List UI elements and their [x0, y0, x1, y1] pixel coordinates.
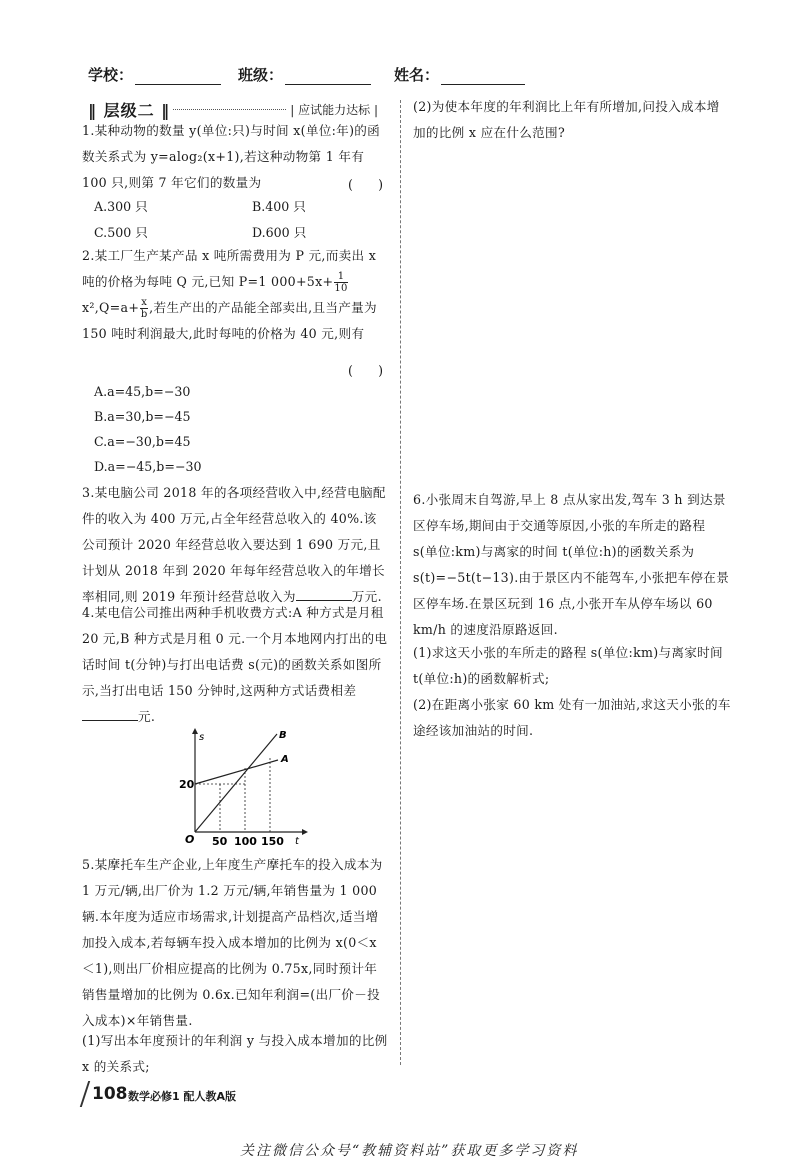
name-label: 姓名： — [394, 66, 440, 84]
q2-stem-a: 2.某工厂生产某产品 x 吨所需费用为 P 元,而卖出 x 吨的价格为每吨 Q 元,已知 P=1 000+5x+ — [82, 248, 377, 289]
section-band — [88, 98, 386, 120]
q6-stem: 6.小张周末自驾游,早上 8 点从家出发,驾车 3 h 到达景区停车场,期间由于交通等原因,小张的车所走的路程 s(单位:km)与离家的时间 t(单位:h)的函数关系为 s(t)=−5t(t−13).由于景区内不能驾车,小张把车停在景区停车场.在景区玩到 16 点,小张开车从停车场以 60 km/h 的速度沿原路返回. — [413, 492, 730, 637]
q3-stem-a: 3.某电脑公司 2018 年的各项经营收入中,经营电脑配件的收入为 400 万元,占全年经营总收入的 40%.该公司预计 2020 年经营总收入要达到 1 690 万元,且计划从 2018 年到 2020 年每年经营总收入的年增长率相同,则 2019 年预计经营总收入为 — [82, 485, 386, 604]
section-divider — [173, 109, 286, 110]
x-tick-100: 100 — [234, 835, 257, 848]
book-title: 数学必修1 配人教A版 — [128, 1090, 236, 1103]
line-a-label: A — [281, 754, 289, 765]
section-title: ‖ 层级二 ‖ — [88, 101, 171, 120]
q6-sub1: (1)求这天小张的车所走的路程 s(单位:km)与离家时间 t(单位:h)的函数解析式; — [413, 645, 723, 686]
q4-stem-b: 元. — [138, 709, 156, 724]
school-field — [88, 64, 221, 85]
name-field — [394, 64, 525, 85]
q2-stem-c: ,若生产出的产品能全部卖出,且当产量为 150 吨时利润最大,此时每吨的价格为 40 元,则有 — [82, 300, 377, 341]
line-b — [195, 734, 277, 832]
origin-label: O — [185, 833, 195, 846]
q4-answer-blank[interactable] — [82, 708, 138, 721]
q5-stem: 5.某摩托车生产企业,上年度生产摩托车的投入成本为 1 万元/辆,出厂价为 1.2 万元/辆,年销售量为 1 000辆.本年度为适应市场需求,计划提高产品档次,适当增加投入成本,若每辆车投入成本增加的比例为 x(0＜x＜1),则出厂价相应提高的比例为 0.75x,同时预计年销售量增加的比例为 0.6x.已知年利润=(出厂价－投入成本)×年销售量. — [82, 857, 383, 1028]
q4-stem — [82, 600, 388, 730]
y-axis-arrow — [192, 728, 198, 734]
q2-fraction-2-den: b — [140, 309, 148, 320]
q1-answer-paren: ( ) — [348, 177, 384, 192]
line-b-label: B — [279, 730, 287, 741]
column-divider — [400, 100, 401, 1065]
q2-option-d: D.a=−45,b=−30 — [94, 459, 202, 474]
q5-sub1: (1)写出本年度预计的年利润 y 与投入成本增加的比例 x 的关系式; — [82, 1033, 388, 1074]
school-label: 学校： — [88, 66, 134, 84]
x-axis-label: t — [295, 836, 299, 847]
q1-option-b: B.400 只 — [252, 199, 306, 214]
x-tick-150: 150 — [261, 835, 284, 848]
name-blank[interactable] — [441, 84, 525, 85]
q2-fraction-2-num: x — [141, 297, 148, 308]
q2-stem — [82, 243, 388, 347]
q1-stem: 1.某种动物的数量 y(单位:只)与时间 x(单位:年)的函数关系式为 y=alog₂(x+1),若这种动物第 1 年有 100 只,则第 7 年它们的数量为 — [82, 123, 381, 190]
page-number: 108 — [92, 1084, 128, 1104]
class-field — [238, 64, 371, 85]
q1-option-d: D.600 只 — [252, 225, 307, 240]
y-tick-20: 20 — [179, 778, 195, 791]
section-tag: | 应试能力达标 | — [290, 103, 378, 117]
billing-graph — [170, 726, 310, 848]
q2-fraction-2 — [140, 297, 148, 320]
class-blank[interactable] — [285, 84, 371, 85]
school-blank[interactable] — [135, 84, 221, 85]
q1-option-a: A.300 只 — [94, 199, 148, 214]
q2-fraction-1 — [334, 271, 347, 294]
q4-stem-a: 4.某电信公司推出两种手机收费方式:A 种方式是月租 20 元,B 种方式是月租 0 元.一个月本地网内打出的电话时间 t(分钟)与打出电话费 s(元)的函数关系如图所示,当打出电话 150 分钟时,这两种方式话费相差 — [82, 605, 388, 698]
q2-stem-b: x²,Q=a+ — [82, 300, 140, 315]
q6-sub2: (2)在距离小张家 60 km 处有一加油站,求这天小张的车途经该加油站的时间. — [413, 697, 731, 738]
q2-option-c: C.a=−30,b=45 — [94, 434, 191, 449]
q2-option-a: A.a=45,b=−30 — [94, 384, 191, 399]
q3-stem — [82, 480, 388, 610]
q1-option-c: C.500 只 — [94, 225, 148, 240]
y-axis-label: s — [199, 732, 205, 743]
x-axis-arrow — [302, 829, 308, 835]
q5-sub2: (2)为使本年度的年利润比上年有所增加,问投入成本增加的比例 x 应在什么范围? — [413, 99, 720, 140]
q2-fraction-1-den: 10 — [334, 283, 348, 294]
q3-stem-b: 万元. — [351, 589, 382, 604]
class-label: 班级： — [238, 66, 284, 84]
x-tick-50: 50 — [212, 835, 228, 848]
watermark-text: 关注微信公众号“教辅资料站”获取更多学习资料 — [240, 1143, 579, 1159]
q2-fraction-1-num: 1 — [334, 271, 347, 283]
line-a — [195, 760, 278, 784]
q2-option-b: B.a=30,b=−45 — [94, 409, 191, 424]
q2-answer-paren: ( ) — [348, 363, 384, 378]
